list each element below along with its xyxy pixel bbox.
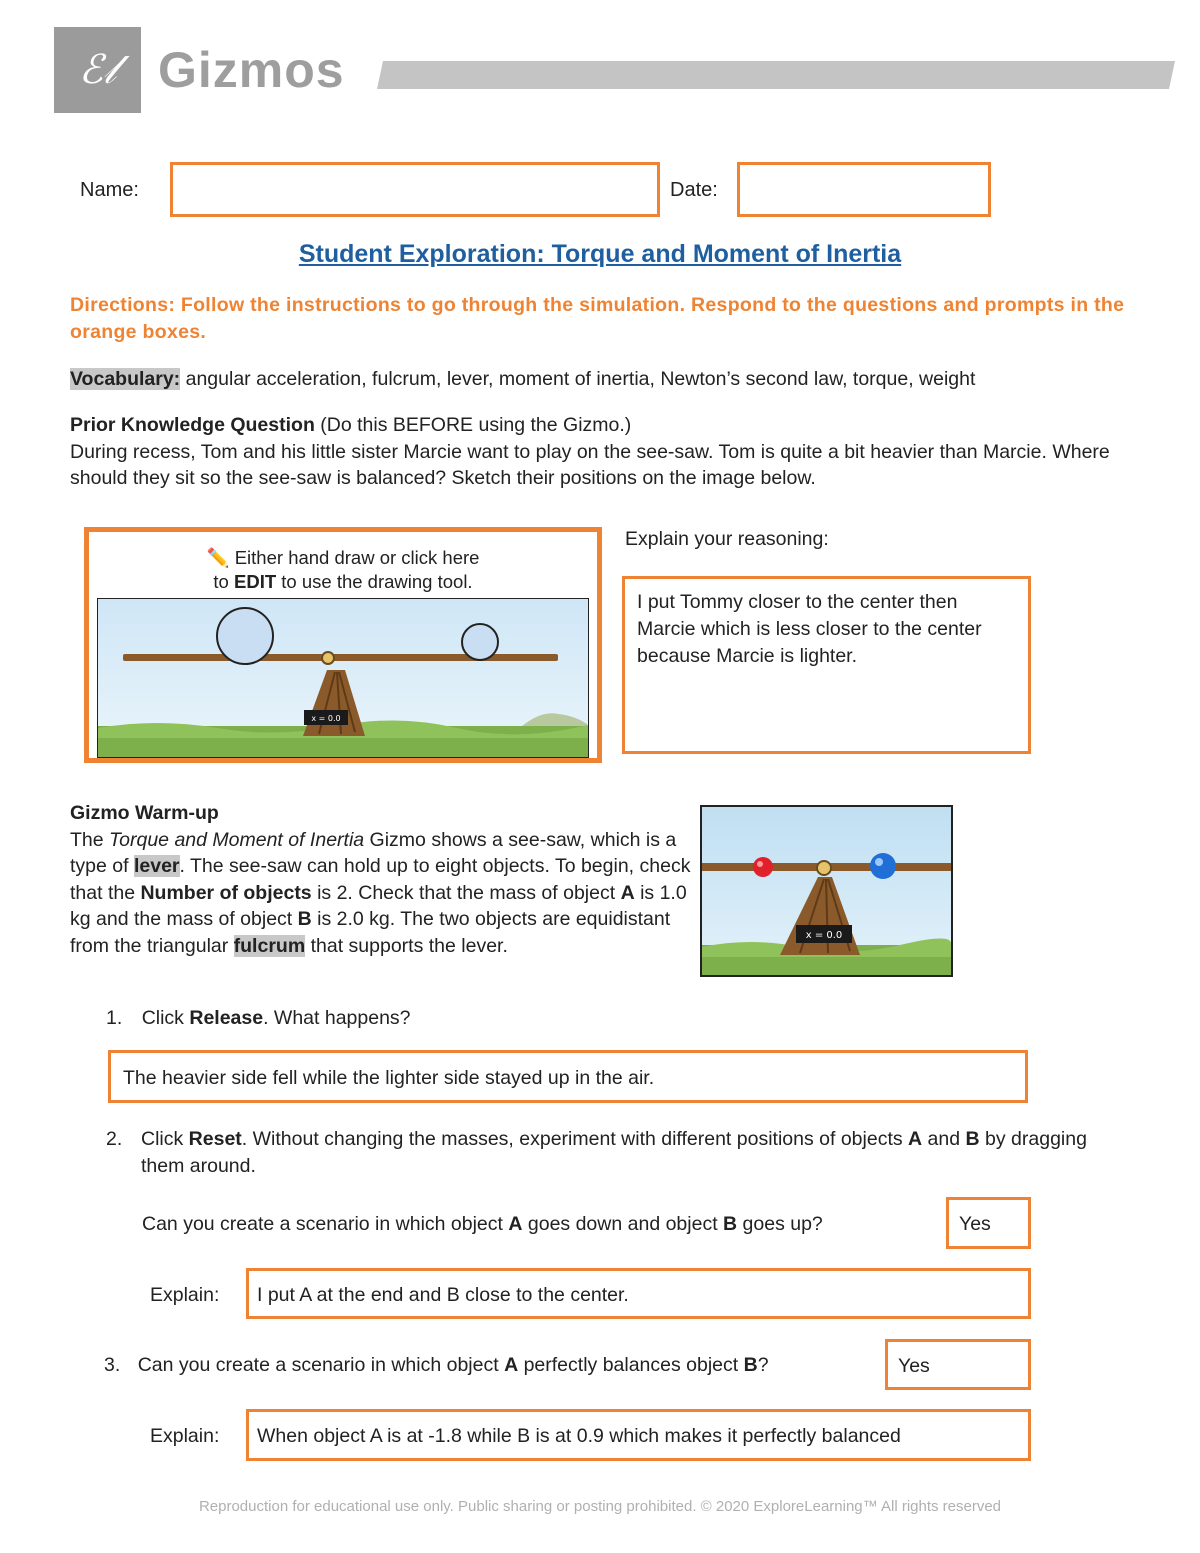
footer-copyright: Reproduction for educational use only. Public sharing or posting prohibited. © 2020 ExploreLearning™ All rights reserved (198, 1498, 1002, 1515)
marcie-circle (462, 624, 498, 660)
seesaw-readout: x = 0.0 (311, 714, 341, 723)
prior-heading-note: (Do this BEFORE using the Gizmo.) (314, 414, 632, 436)
q2-explain-box[interactable] (246, 1268, 1031, 1319)
reasoning-answer: I put Tommy closer to the center then Marcie which is less closer to the center because Marcie is lighter. (637, 591, 982, 667)
tom-circle (217, 608, 273, 664)
drawing-hint-line-1: ✏️ Either hand draw or click here (206, 547, 480, 568)
warmup-section (70, 800, 695, 959)
directions-text: Directions: Follow the instructions to go through the simulation. Respond to the questions and prompts in the orange boxes. (70, 294, 1125, 343)
explain-reasoning-label: Explain your reasoning: (625, 528, 829, 550)
vocabulary-terms: angular acceleration, fulcrum, lever, moment of inertia, Newton’s second law, torque, weight (180, 368, 976, 390)
header-divider-bar (377, 61, 1175, 89)
warmup-heading: Gizmo Warm-up (70, 802, 219, 824)
gizmos-brand: Gizmos (158, 42, 345, 98)
q2-yes-answer: Yes (959, 1213, 991, 1235)
q3-explain-answer: When object A is at -1.8 while B is at 0.9 which makes it perfectly balanced (257, 1425, 901, 1447)
date-label: Date: (670, 179, 718, 201)
q2-explain-answer: I put A at the end and B close to the center. (257, 1284, 629, 1306)
prior-heading: Prior Knowledge Question (70, 414, 315, 436)
q3-number: 3. (104, 1354, 121, 1376)
q1-number: 1. (106, 1007, 123, 1029)
warmup-text: The Torque and Moment of Inertia Gizmo shows a see-saw, which is a type of lever. The see-saw can hold up to eight objects. To begin, check that the Number of objects is 2. Check that the mass of object A is 1.0 kg and the mass of object B is 2.0 kg. The two objects are equidistant from the triangular fulcrum that supports the lever. (70, 828, 691, 957)
prior-question-text: During recess, Tom and his little sister Marcie want to play on the see-saw. Tom is quite a bit heavier than Marcie. Where should they sit so the see-saw is balanced? Sketch their positions on the image below. (70, 440, 1110, 489)
q1-answer-box[interactable] (108, 1050, 1028, 1103)
q3-explain-box[interactable] (246, 1409, 1031, 1461)
drawing-box[interactable] (84, 527, 602, 763)
drawing-hint-line-2: to EDIT to use the drawing tool. (213, 571, 473, 592)
name-value (173, 157, 197, 199)
q1-answer: The heavier side fell while the lighter side stayed up in the air. (123, 1067, 655, 1089)
name-field[interactable] (170, 162, 660, 217)
q1-text: Click Release. What happens? (141, 1007, 411, 1029)
q2-explain-label: Explain: (150, 1284, 220, 1306)
object-b-ball (870, 853, 896, 879)
date-field[interactable] (737, 162, 991, 217)
explorelearning-logo: ℰ𝓁 (54, 27, 141, 113)
date-value (740, 157, 764, 199)
gizmo-warmup-image (700, 805, 953, 977)
q2-subquestion: Can you create a scenario in which object A goes down and object B goes up? (142, 1213, 823, 1235)
drawing-hint[interactable] (89, 546, 597, 594)
name-label: Name: (80, 179, 139, 201)
prior-knowledge-section (70, 412, 1140, 492)
warmup-readout: x = 0.0 (805, 930, 843, 941)
page-title: Student Exploration: Torque and Moment of Inertia (298, 240, 902, 268)
q3-text: Can you create a scenario in which object A perfectly balances object B? (137, 1354, 769, 1376)
q3-explain-label: Explain: (150, 1425, 220, 1447)
seesaw-scene (97, 598, 589, 758)
q2-text: Click Reset. Without changing the masses, experiment with different positions of objects A and B by dragging them around. (141, 1128, 1087, 1177)
vocabulary-label: Vocabulary: (70, 368, 181, 390)
question-1 (106, 1005, 411, 1032)
q2-yes-box[interactable] (946, 1197, 1031, 1249)
object-a-ball (753, 857, 773, 877)
question-3 (104, 1352, 769, 1379)
vocabulary-line (70, 366, 1140, 393)
q3-yes-answer: Yes (898, 1355, 930, 1377)
q2-number: 2. (106, 1128, 123, 1150)
reasoning-answer-box[interactable] (622, 576, 1031, 754)
q3-yes-box[interactable] (885, 1339, 1031, 1390)
